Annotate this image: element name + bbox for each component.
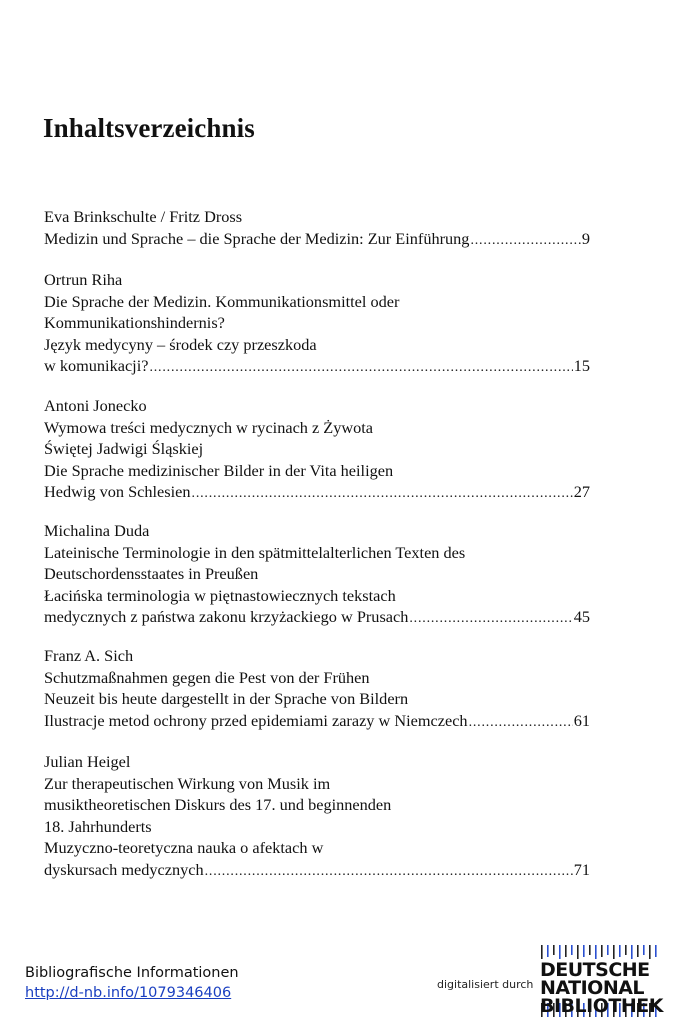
toc-title-line: Wymowa treści medycznych w rycinach z Żywota (44, 417, 374, 437)
toc-title-line: Ilustracje metod ochrony przed epidemiami zarazy w Niemczech (44, 710, 468, 730)
dnb-logo-bar (613, 945, 615, 959)
toc-title-line: Świętej Jadwigi Śląskiej (44, 439, 204, 458)
dnb-logo-bar (571, 945, 573, 955)
toc-last-line (44, 481, 590, 503)
toc-page-number: 71 (573, 859, 590, 879)
bibliographic-info-link[interactable]: http://d-nb.info/1079346406 (25, 985, 232, 1001)
toc-title-line: Muzyczno-teoretyczna nauka o afektach w (44, 838, 324, 857)
dnb-logo (537, 945, 661, 1017)
toc-leader-dots (149, 357, 572, 379)
digitalized-by-label: digitalisiert durch (437, 978, 534, 991)
toc-title-line: Die Sprache der Medizin. Kommunikationsmittel oder (44, 291, 400, 311)
toc-title-line: Die Sprache medizinischer Bilder in der Vita heiligen (44, 460, 394, 480)
dnb-logo-bar (595, 945, 597, 959)
dnb-logo-bar (589, 945, 591, 955)
toc-last-line (44, 710, 590, 732)
toc-entry[interactable] (44, 269, 590, 377)
toc-author: Antoni Jonecko (44, 396, 147, 415)
dnb-logo-bar (583, 945, 585, 957)
toc-entry[interactable] (44, 645, 590, 731)
toc-page-number: 9 (581, 228, 590, 248)
dnb-logo-word-1: DEUTSCHE (540, 959, 650, 981)
toc-last-line (44, 859, 590, 881)
toc-page-number: 61 (573, 710, 590, 730)
bibliographic-info (25, 963, 239, 1003)
toc-title-line: Zur therapeutischen Wirkung von Musik im (44, 773, 331, 793)
dnb-logo-bar (541, 945, 543, 959)
toc-title-line: Medizin und Sprache – die Sprache der Medizin: Zur Einführung (44, 228, 470, 248)
page-title: Inhaltsverzeichnis (43, 113, 255, 143)
dnb-logo-bar (649, 945, 651, 959)
toc-entry[interactable] (44, 206, 590, 249)
toc-title-line: dyskursach medycznych (44, 859, 204, 879)
toc-leader-dots (469, 712, 573, 734)
dnb-logo-bar (601, 945, 603, 957)
dnb-logo-bar (553, 945, 555, 955)
toc-title-line: musiktheoretischen Diskurs des 17. und beginnenden (44, 795, 392, 814)
toc-author: Franz A. Sich (44, 646, 134, 665)
toc-entry[interactable] (44, 520, 590, 628)
toc-leader-dots (470, 230, 580, 252)
toc-author: Julian Heigel (44, 752, 131, 771)
toc-title-line: Neuzeit bis heute dargestellt in der Sprache von Bildern (44, 689, 409, 708)
toc-last-line (44, 606, 590, 628)
toc-leader-dots (205, 861, 573, 883)
toc-author: Michalina Duda (44, 521, 150, 540)
dnb-logo-bar (625, 945, 627, 955)
toc-page-number: 27 (573, 482, 590, 501)
toc-title-line: Kommunikationshindernis? (44, 313, 225, 332)
toc-title-line: Hedwig von Schlesien (44, 482, 191, 501)
dnb-logo-bar (565, 945, 567, 957)
toc-title-line: Łacińska terminologia w piętnastowiecznych tekstach (44, 585, 396, 605)
toc-last-line (44, 228, 590, 250)
toc-title-line: Lateinische Terminologie in den spätmittelalterlichen Texten des (44, 542, 466, 562)
toc-author: Ortrun Riha (44, 270, 123, 289)
dnb-logo-bar (643, 945, 645, 955)
toc-page-number: 15 (573, 356, 590, 375)
dnb-logo-bar (655, 945, 657, 957)
dnb-logo-word-3: BIBLIOTHEK (540, 995, 663, 1017)
dnb-logo-bar (631, 945, 633, 959)
bibliographic-info-label: Bibliografische Informationen (25, 965, 239, 981)
toc-title-line: Język medycyny – środek czy przeszkoda (44, 334, 317, 354)
dnb-logo-bar (619, 945, 621, 957)
toc-entry[interactable] (44, 751, 590, 880)
dnb-logo-bar (547, 945, 549, 957)
toc-title-line: Deutschordensstaates in Preußen (44, 564, 259, 583)
toc-title-line: w komunikacji? (44, 356, 149, 375)
dnb-logo-bar (559, 945, 561, 959)
dnb-logo-bar (607, 945, 609, 955)
dnb-logo-bar (577, 945, 579, 959)
toc-leader-dots (409, 608, 572, 630)
toc-leader-dots (192, 483, 573, 505)
toc-title-line: medycznych z państwa zakonu krzyżackiego w Prusach (44, 607, 409, 626)
toc-last-line (44, 355, 590, 377)
toc-page-number: 45 (573, 607, 590, 626)
toc-author: Eva Brinkschulte / Fritz Dross (44, 207, 243, 226)
toc-title-line: Schutzmaßnahmen gegen die Pest von der Frühen (44, 667, 370, 687)
dnb-logo-word-2: NATIONAL (540, 977, 645, 999)
dnb-logo-bar (637, 945, 639, 957)
toc-entry[interactable] (44, 395, 590, 503)
toc-title-line: 18. Jahrhunderts (44, 816, 152, 836)
